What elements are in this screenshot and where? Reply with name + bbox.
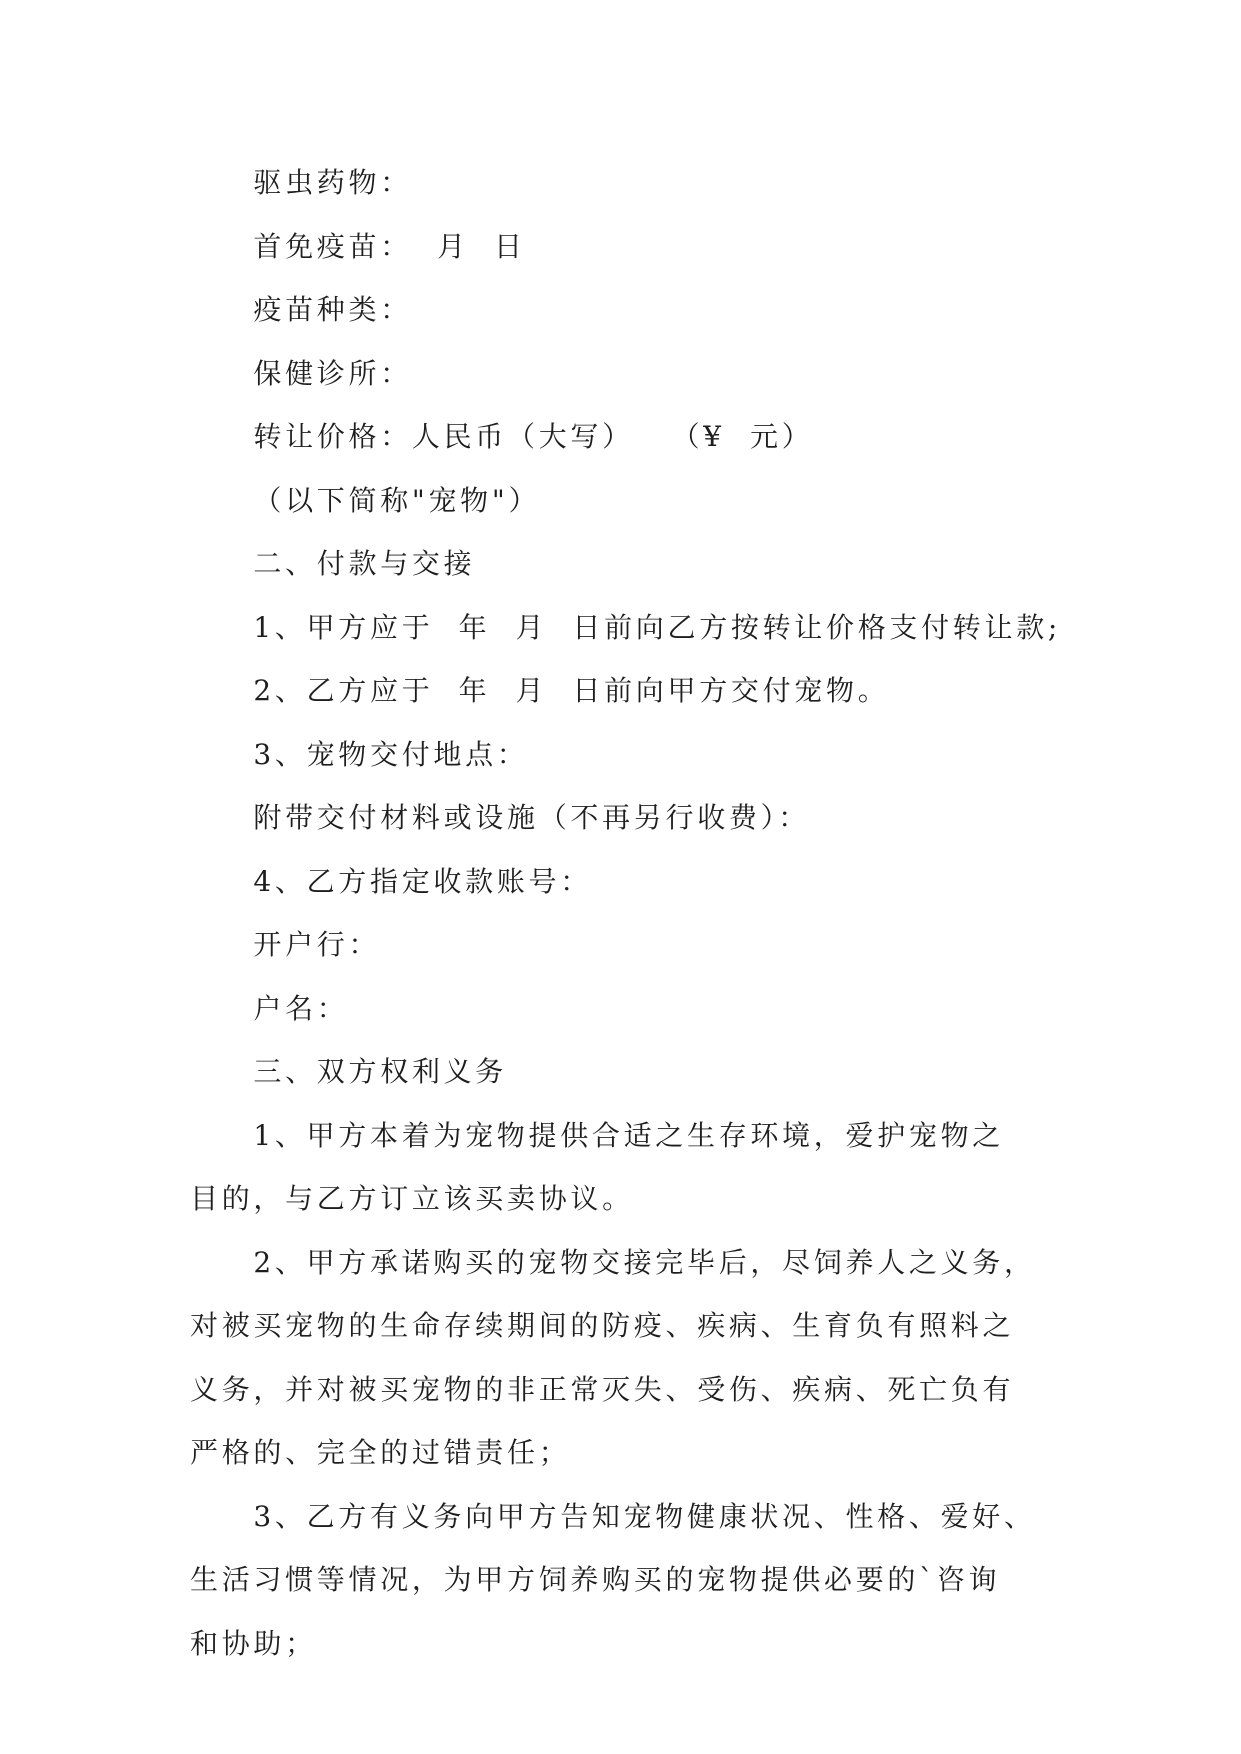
paragraph-line: 严格的、完全的过错责任； — [190, 1436, 571, 1469]
payment-item-3: 3、宠物交付地点： — [253, 737, 529, 771]
paragraph-line: 义务，并对被买宠物的非正常灭失、受伤、疾病、死亡负有 — [190, 1372, 1015, 1406]
pet-detail-clinic: 保健诊所： — [253, 356, 412, 390]
rights-clause-1 — [190, 1104, 1060, 1231]
section-heading-rights: 三、双方权利义务 — [253, 1055, 507, 1088]
payment-item-4: 4、乙方指定收款账号： — [253, 864, 592, 898]
pet-detail-deworming: 驱虫药物： — [253, 166, 412, 199]
paragraph-line: 对被买宠物的生命存续期间的防疫、疾病、生育负有照料之 — [190, 1309, 1015, 1342]
pet-detail-alias-note: （以下简称"宠物"） — [253, 483, 541, 517]
payment-item-account-name: 户名： — [253, 991, 349, 1025]
paragraph-line: 2、甲方承诺购买的宠物交接完毕后，尽饲养人之义务， — [253, 1245, 1036, 1279]
rights-clause-3 — [190, 1485, 1060, 1676]
rights-clause-2 — [190, 1231, 1060, 1485]
pet-detail-vaccine-type: 疫苗种类： — [253, 293, 412, 326]
pet-detail-first-vaccine: 首免疫苗： 月 日 — [253, 229, 526, 263]
paragraph-line: 和协助； — [190, 1626, 317, 1660]
pet-detail-price: 转让价格：人民币（大写） （¥ 元） — [253, 420, 814, 453]
payment-item-2: 2、乙方应于 年 月 日前向甲方交付宠物。 — [253, 674, 890, 707]
paragraph-line: 目的，与乙方订立该买卖协议。 — [190, 1182, 634, 1215]
paragraph-line: 生活习惯等情况，为甲方饲养购买的宠物提供必要的`咨询 — [190, 1563, 1001, 1596]
document-body — [190, 151, 1060, 1675]
payment-item-bank: 开户行： — [253, 928, 381, 961]
payment-item-materials: 附带交付材料或设施（不再另行收费）： — [253, 801, 810, 834]
paragraph-line: 1、甲方本着为宠物提供合适之生存环境，爱护宠物之 — [253, 1118, 1005, 1152]
section-heading-payment: 二、付款与交接 — [253, 547, 476, 580]
paragraph-line: 3、乙方有义务向甲方告知宠物健康状况、性格、爱好、 — [253, 1499, 1036, 1533]
payment-item-1: 1、甲方应于 年 月 日前向乙方按转让价格支付转让款; — [253, 610, 1062, 644]
